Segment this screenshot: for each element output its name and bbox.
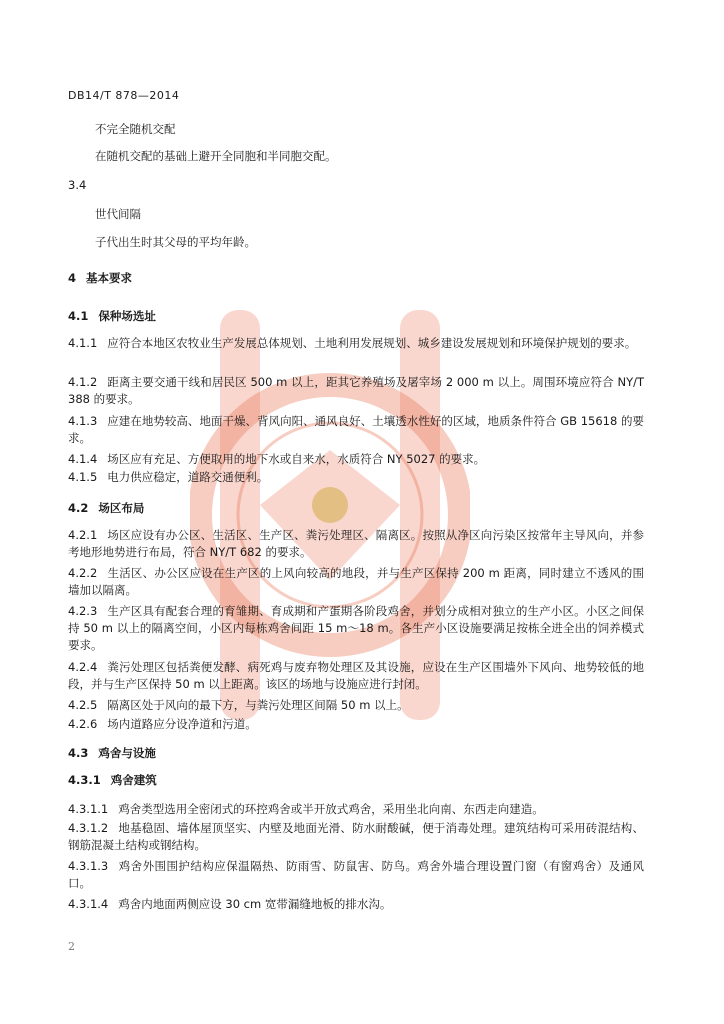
clause <box>68 374 644 408</box>
clause-text: 场区应有充足、方便取用的地下水或自来水，水质符合 NY 5027 的要求。 <box>107 452 486 466</box>
clause-text: 应建在地势较高、地面干燥、背风向阳、通风良好、土壤透水性好的区域，地质条件符合 GB 15618 的要求。 <box>68 414 644 445</box>
clause-number: 4.2.6 <box>68 717 98 731</box>
section-heading <box>68 270 132 286</box>
clause-text: 电力供应稳定，道路交通便利。 <box>107 470 269 484</box>
term-number: 3.4 <box>68 178 87 192</box>
subsubsection-number: 4.3.1 <box>68 773 101 787</box>
clause <box>68 697 644 714</box>
clause-number: 4.1.1 <box>68 336 98 350</box>
subsection-title: 鸡舍与设施 <box>98 746 156 760</box>
clause <box>68 469 644 486</box>
clause <box>68 335 644 352</box>
clause-number: 4.1.5 <box>68 470 98 484</box>
clause-text: 场区应设有办公区、生活区、生产区、粪污处理区、隔离区。按照从净区向污染区按常年主导风向，并参考地形地势进行布局，符合 NY/T 682 的要求。 <box>68 528 644 559</box>
clause-text: 鸡舍内地面两侧应设 30 cm 宽带漏缝地板的排水沟。 <box>118 897 392 911</box>
clause-number: 4.3.1.1 <box>68 802 109 816</box>
clause-text: 鸡舍外围围护结构应保温隔热、防雨雪、防鼠害、防鸟。鸡舍外墙合理设置门窗（有窗鸡舍）及通风口。 <box>68 859 644 890</box>
clause-text: 生产区具有配套合理的育雏期、育成期和产蛋期各阶段鸡舍，并划分成相对独立的生产小区。小区之间保持 50 m 以上的隔离空间，小区内每栋鸡舍间距 15 m～18 m。各生产小区设施要满足按栋全进全出的饲养模式要求。 <box>68 604 644 652</box>
clause-number: 4.2.1 <box>68 528 98 542</box>
section-number: 4 <box>68 271 77 285</box>
clause <box>68 716 644 733</box>
clause-text: 应符合本地区农牧业生产发展总体规划、土地利用发展规划、城乡建设发展规划和环境保护规划的要求。 <box>107 336 637 350</box>
clause <box>68 858 644 892</box>
clause <box>68 801 644 818</box>
subsubsection-heading <box>68 772 157 788</box>
subsection-heading <box>68 500 144 516</box>
subsubsection-title: 鸡舍建筑 <box>110 773 157 787</box>
clause <box>68 565 644 599</box>
clause-number: 4.3.1.2 <box>68 821 109 835</box>
clause-text: 隔离区处于风向的最下方，与粪污处理区间隔 50 m 以上。 <box>107 698 409 712</box>
clause <box>68 527 644 561</box>
clause <box>68 659 644 693</box>
term-title: 世代间隔 <box>95 207 141 221</box>
subsection-number: 4.1 <box>68 309 89 323</box>
clause-number: 4.2.4 <box>68 660 98 674</box>
term-text: 在随机交配的基础上避开全同胞和半同胞交配。 <box>95 149 337 163</box>
clause <box>68 451 644 468</box>
clause-text: 鸡舍类型选用全密闭式的环控鸡舍或半开放式鸡舍，采用坐北向南、东西走向建造。 <box>118 802 544 816</box>
clause-text: 地基稳固、墙体屋顶坚实、内壁及地面光滑、防水耐酸碱，便于消毒处理。建筑结构可采用砖混结构、钢筋混凝土结构或钢结构。 <box>68 821 644 852</box>
section-title: 基本要求 <box>86 271 133 285</box>
subsection-title: 保种场选址 <box>98 309 156 323</box>
subsection-title: 场区布局 <box>98 501 145 515</box>
subsection-number: 4.2 <box>68 501 89 515</box>
clause-number: 4.1.4 <box>68 452 98 466</box>
clause-number: 4.2.3 <box>68 604 98 618</box>
term-title: 不完全随机交配 <box>95 122 176 136</box>
term-text: 子代出生时其父母的平均年龄。 <box>95 235 256 249</box>
clause <box>68 413 644 447</box>
subsection-number: 4.3 <box>68 746 89 760</box>
clause-text: 粪污处理区包括粪便发酵、病死鸡与废弃物处理区及其设施，应设在生产区围墙外下风向、地势较低的地段，并与生产区保持 50 m 以上距离。该区的场地与设施应进行封闭。 <box>68 660 644 691</box>
clause <box>68 603 644 654</box>
clause <box>68 820 644 854</box>
clause-text: 生活区、办公区应设在生产区的上风向较高的地段，并与生产区保持 200 m 距离，同时建立不透风的围墙加以隔离。 <box>68 566 644 597</box>
subsection-heading <box>68 308 156 324</box>
subsection-heading <box>68 745 156 761</box>
clause-number: 4.1.3 <box>68 414 98 428</box>
clause-number: 4.2.2 <box>68 566 98 580</box>
clause-text: 距离主要交通干线和居民区 500 m 以上，距其它养殖场及屠宰场 2 000 m 以上。周围环境应符合 NY/T 388 的要求。 <box>68 375 644 406</box>
clause <box>68 896 644 913</box>
clause-number: 4.3.1.4 <box>68 897 109 911</box>
standard-code: DB14/T 878—2014 <box>68 89 180 102</box>
clause-text: 场内道路应分设净道和污道。 <box>107 717 257 731</box>
clause-number: 4.1.2 <box>68 375 98 389</box>
clause-number: 4.3.1.3 <box>68 859 109 873</box>
clause-number: 4.2.5 <box>68 698 98 712</box>
page-number: 2 <box>68 940 75 953</box>
